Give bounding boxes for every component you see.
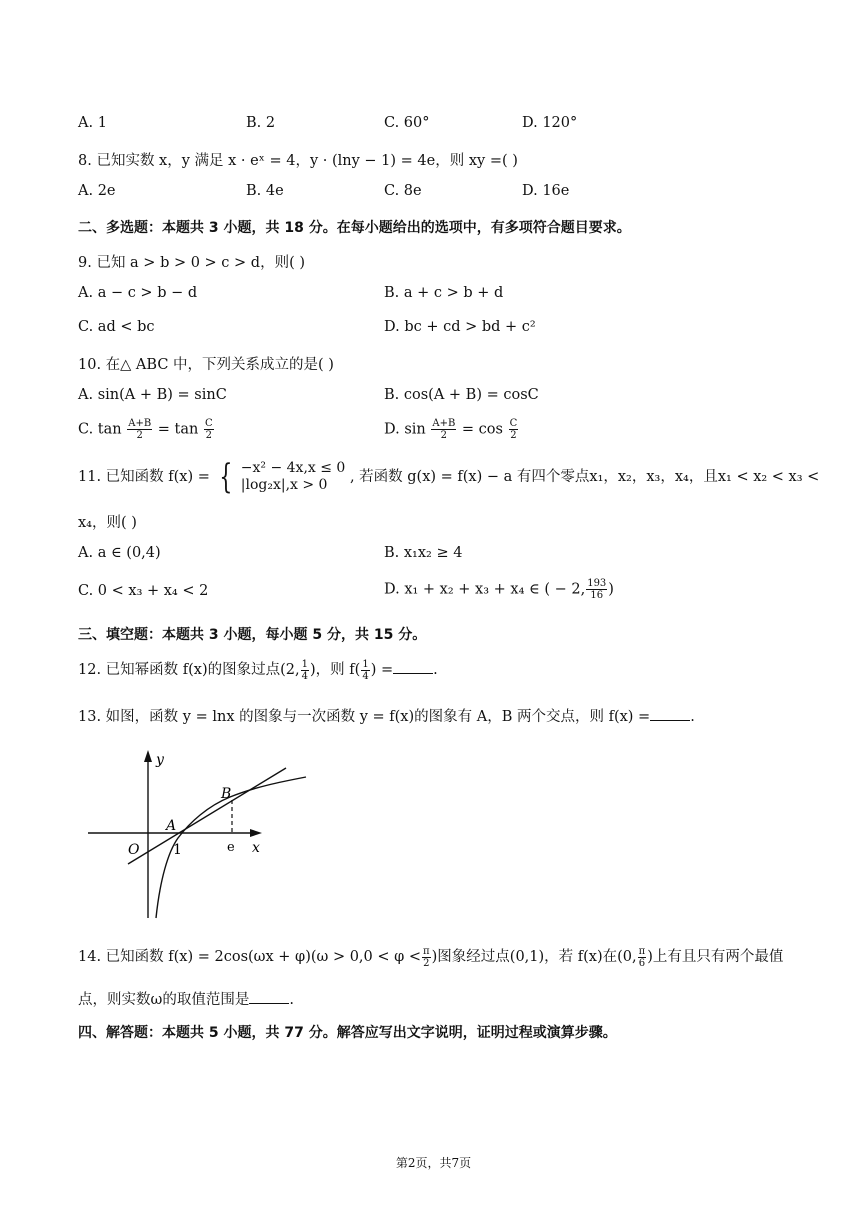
- q11-d-suffix: ): [608, 581, 614, 598]
- q12-mid: )，则 f(: [310, 662, 361, 678]
- q10-d-mid: = cos: [461, 421, 503, 438]
- q8-option-b: B. 4e: [246, 183, 284, 199]
- q10-d-frac-c: $\frac{C}{2}$: [509, 418, 518, 441]
- q10-stem: 10. 在△ ABC 中，下列关系成立的是( ): [78, 357, 334, 373]
- q9-option-a: A. a − c > b − d: [78, 285, 198, 301]
- q13-graph: [80, 740, 320, 925]
- q11-d-prefix: D. x₁ + x₂ + x₃ + x₄ ∈ ( − 2,: [384, 581, 586, 598]
- q12-suffix: ) =: [370, 662, 394, 678]
- q14-suffix: )上有且只有两个最值: [647, 949, 784, 965]
- q9-stem: 9. 已知 a > b > 0 > c > d，则( ): [78, 255, 306, 271]
- q9-option-b: B. a + c > b + d: [384, 285, 504, 301]
- label-y: y: [156, 752, 164, 768]
- page-footer: 第2页，共7页: [395, 1156, 472, 1170]
- q11-case-2: |log₂x|,x > 0: [240, 477, 328, 493]
- q11-stem-line2: x₄，则( ): [78, 515, 137, 531]
- q10-c-prefix: C. tan: [78, 421, 122, 438]
- q10-c-frac-ab: $\frac{A+B}{2}$: [128, 418, 152, 441]
- q7-option-c: C. 60°: [384, 115, 430, 131]
- q11-brace: {: [218, 457, 232, 497]
- q14-stem-line2: [78, 988, 294, 1009]
- q10-d-prefix: D. sin: [384, 421, 426, 438]
- q11-stem: [78, 457, 820, 497]
- q11-option-c: C. 0 < x₃ + x₄ < 2: [78, 583, 209, 599]
- q14-line2-text: 点，则实数ω的取值范围是: [78, 992, 250, 1008]
- label-one: 1: [173, 842, 182, 858]
- label-o: O: [128, 842, 140, 858]
- q13-answer-blank[interactable]: [650, 708, 690, 721]
- q12-answer-blank[interactable]: [393, 661, 433, 674]
- q11-option-b: B. x₁x₂ ≥ 4: [384, 545, 463, 561]
- q12-frac-1: $\frac{1}{4}$: [301, 658, 309, 682]
- linear-line: [128, 768, 286, 864]
- q12-frac-2: $\frac{1}{4}$: [362, 658, 369, 682]
- x-axis-arrow: [250, 829, 262, 837]
- q13-end: .: [690, 709, 695, 725]
- section-2-heading: 二、多选题：本题共 3 小题，共 18 分。在每小题给出的选项中，有多项符合题目要求。: [78, 220, 631, 236]
- q14-mid: )图象经过点(0,1)，若 f(x)在(0,: [431, 949, 637, 965]
- q12-end: .: [433, 662, 438, 678]
- q7-option-b: B. 2: [246, 115, 276, 131]
- q14-end: .: [289, 992, 294, 1008]
- label-e: e: [227, 840, 235, 855]
- q8-option-c: C. 8e: [384, 183, 422, 199]
- q14-frac-pi2: $\frac{\pi}{2}$: [423, 945, 430, 969]
- section-3-heading: 三、填空题：本题共 3 小题，每小题 5 分，共 15 分。: [78, 627, 427, 643]
- label-x: x: [252, 840, 260, 856]
- q11-case-1: −x² − 4x,x ≤ 0: [240, 460, 346, 476]
- q12-prefix: 12. 已知幂函数 f(x)的图象过点(2,: [78, 662, 300, 678]
- q14-answer-blank[interactable]: [249, 991, 289, 1004]
- label-b: B: [221, 786, 232, 802]
- q10-option-d: [384, 418, 519, 441]
- q14-frac-pi6: $\frac{\pi}{6}$: [638, 945, 646, 969]
- y-axis-arrow: [144, 750, 152, 762]
- q11-d-frac: $\frac{193}{16}$: [587, 578, 607, 601]
- q9-option-d: D. bc + cd > bd + c²: [384, 319, 536, 335]
- label-a: A: [166, 818, 177, 834]
- q8-option-d: D. 16e: [522, 183, 570, 199]
- q11-option-d: [384, 578, 614, 601]
- q11-cases: [241, 460, 346, 494]
- q13-stem: [78, 705, 695, 726]
- q12-stem: [78, 658, 438, 682]
- q11-suffix: , 若函数 g(x) = f(x) − a 有四个零点x₁，x₂，x₃，x₄，且x₁ < x₂ < x₃ <: [349, 469, 820, 485]
- q8-stem: 8. 已知实数 x，y 满足 x · eˣ = 4，y · (lny − 1) = 4e，则 xy =( ): [78, 153, 518, 169]
- q11-option-a: A. a ∈ (0,4): [78, 545, 161, 561]
- q10-option-b: B. cos(A + B) = cosC: [384, 387, 539, 403]
- q9-option-c: C. ad < bc: [78, 319, 155, 335]
- q10-c-mid: = tan: [157, 421, 199, 438]
- q8-option-a: A. 2e: [78, 183, 116, 199]
- q10-option-c: [78, 418, 215, 441]
- q11-prefix: 11. 已知函数 f(x) =: [78, 469, 210, 485]
- q7-option-a: A. 1: [78, 115, 107, 131]
- q10-option-a: A. sin(A + B) = sinC: [78, 387, 227, 403]
- q10-c-frac-c: $\frac{C}{2}$: [204, 418, 213, 441]
- q14-stem: [78, 945, 783, 969]
- q13-text: 13. 如图，函数 y = lnx 的图象与一次函数 y = f(x)的图象有 A，B 两个交点，则 f(x) =: [78, 709, 651, 725]
- q14-prefix: 14. 已知函数 f(x) = 2cos(ωx + φ)(ω > 0,0 < φ <: [78, 949, 422, 965]
- q7-option-d: D. 120°: [522, 115, 578, 131]
- section-4-heading: 四、解答题：本题共 5 小题，共 77 分。解答应写出文字说明，证明过程或演算步骤。: [78, 1025, 617, 1041]
- q10-d-frac-ab: $\frac{A+B}{2}$: [432, 418, 456, 441]
